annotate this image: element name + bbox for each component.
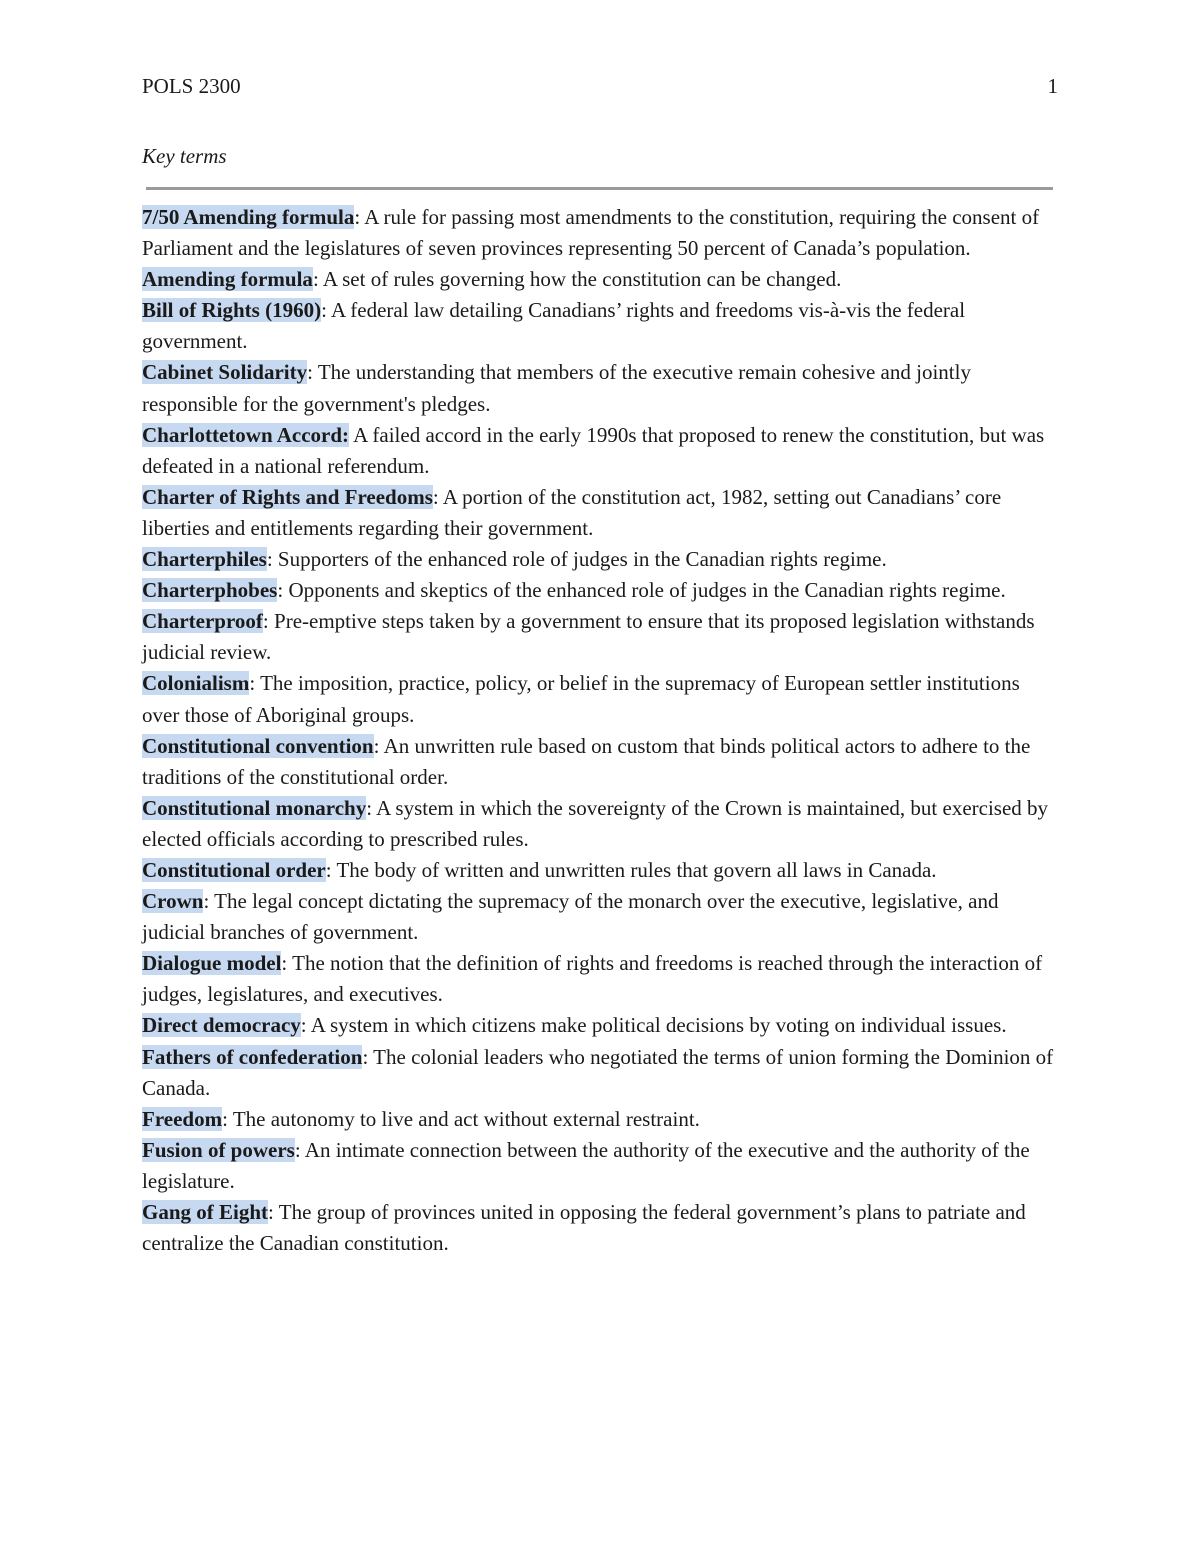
- glossary-term: Fusion of powers: [142, 1137, 295, 1162]
- glossary-term: Charterphiles: [142, 547, 267, 572]
- glossary-definition: An unwritten rule based on custom that binds political actors to adhere to the traditions of the constitutional order.: [142, 733, 1031, 789]
- glossary-term: Dialogue model: [142, 951, 282, 976]
- term-separator: :: [321, 298, 332, 323]
- glossary-definition: An intimate connection between the authority of the executive and the authority of the legislature.: [142, 1137, 1030, 1193]
- glossary-entry: [142, 264, 1054, 295]
- glossary-definition: A failed accord in the early 1990s that proposed to renew the constitution, but was defeated in a national referendum.: [142, 422, 1045, 478]
- glossary-list: [142, 202, 1054, 1259]
- glossary-term: Freedom: [142, 1106, 223, 1131]
- term-separator: :: [281, 951, 293, 976]
- glossary-definition: A system in which the sovereignty of the Crown is maintained, but exercised by elected officials according to prescribed rules.: [142, 795, 1049, 851]
- course-code: POLS 2300: [142, 74, 241, 98]
- glossary-definition: A system in which citizens make political decisions by voting on individual issues.: [310, 1013, 1007, 1038]
- glossary-term: Amending formula: [142, 267, 313, 292]
- glossary-entry: [142, 544, 1054, 575]
- term-separator: :: [222, 1106, 233, 1131]
- glossary-entry: [142, 420, 1054, 482]
- glossary-entry: [142, 1042, 1054, 1104]
- glossary-definition: The legal concept dictating the supremacy of the monarch over the executive, legislative, and judicial branches of government.: [142, 889, 999, 945]
- glossary-definition: A portion of the constitution act, 1982, setting out Canadians’ core liberties and entitlements regarding their government.: [142, 484, 1002, 540]
- term-separator: :: [300, 1013, 311, 1038]
- term-separator: :: [294, 1137, 305, 1162]
- glossary-entry: [142, 886, 1054, 948]
- glossary-entry: [142, 668, 1054, 730]
- glossary-term: Constitutional convention: [142, 733, 374, 758]
- horizontal-divider: [146, 187, 1053, 190]
- glossary-term: Charter of Rights and Freedoms: [142, 484, 433, 509]
- term-separator: :: [432, 484, 443, 509]
- glossary-entry: [142, 1135, 1054, 1197]
- term-separator: :: [268, 1200, 279, 1224]
- glossary-definition: Supporters of the enhanced role of judges in the Canadian rights regime.: [277, 547, 887, 572]
- term-separator: :: [312, 267, 323, 292]
- term-separator: :: [277, 578, 289, 603]
- glossary-term: Charterphobes: [142, 578, 278, 603]
- term-separator: :: [249, 671, 261, 696]
- term-separator: :: [362, 1044, 374, 1069]
- glossary-entry: [142, 1197, 1054, 1259]
- glossary-entry: [142, 202, 1054, 264]
- page-number: 1: [1047, 74, 1058, 98]
- glossary-entry: [142, 575, 1054, 606]
- glossary-definition: A rule for passing most amendments to the constitution, requiring the consent of Parliament and the legislatures of seven provinces representing 50 percent of Canada’s population.: [142, 205, 1040, 261]
- term-separator: :: [325, 857, 337, 882]
- glossary-term: Direct democracy: [142, 1013, 301, 1038]
- glossary-definition: The body of written and unwritten rules that govern all laws in Canada.: [336, 857, 937, 882]
- term-separator: :: [262, 609, 275, 634]
- glossary-entry: [142, 731, 1054, 793]
- glossary-term: Fathers of confederation: [142, 1044, 363, 1069]
- glossary-definition: Pre-emptive steps taken by a government to ensure that its proposed legislation withstands judicial review.: [142, 609, 1035, 665]
- glossary-entry: [142, 606, 1054, 668]
- glossary-definition: The understanding that members of the executive remain cohesive and jointly responsible for the government's pledges.: [142, 360, 971, 416]
- term-separator: :: [373, 733, 384, 758]
- glossary-definition: A set of rules governing how the constitution can be changed.: [322, 267, 842, 292]
- glossary-term: Charterproof: [142, 609, 263, 634]
- glossary-definition: A federal law detailing Canadians’ rights and freedoms vis-à-vis the federal government.: [142, 298, 966, 354]
- term-separator: :: [366, 795, 377, 820]
- glossary-entry: [142, 482, 1054, 544]
- glossary-entry: [142, 793, 1054, 855]
- glossary-term: 7/50 Amending formula: [142, 205, 355, 229]
- glossary-term: Crown: [142, 889, 204, 914]
- glossary-entry: [142, 357, 1054, 419]
- glossary-term: Constitutional monarchy: [142, 795, 367, 820]
- glossary-entry: [142, 1104, 1054, 1135]
- term-separator: :: [203, 889, 215, 914]
- term-separator: :: [266, 547, 278, 572]
- glossary-definition: The autonomy to live and act without external restraint.: [232, 1106, 700, 1131]
- glossary-definition: The colonial leaders who negotiated the terms of union forming the Dominion of Canada.: [142, 1044, 1054, 1100]
- glossary-term: Colonialism: [142, 671, 250, 696]
- glossary-term: Gang of Eight: [142, 1200, 269, 1224]
- glossary-definition: Opponents and skeptics of the enhanced role of judges in the Canadian rights regime.: [288, 578, 1006, 603]
- term-separator: :: [307, 360, 318, 385]
- glossary-definition: The group of provinces united in opposing the federal government’s plans to patriate and centralize the Canadian constitution.: [142, 1200, 1026, 1256]
- glossary-entry: [142, 855, 1054, 886]
- term-separator: :: [354, 205, 365, 229]
- glossary-term: Constitutional order: [142, 857, 326, 882]
- glossary-entry: [142, 295, 1054, 357]
- glossary-entry: [142, 948, 1054, 1010]
- glossary-definition: The imposition, practice, policy, or belief in the supremacy of European settler institutions over those of Aboriginal groups.: [142, 671, 1020, 727]
- section-title: Key terms: [142, 144, 227, 168]
- glossary-term: Charlottetown Accord:: [142, 422, 350, 447]
- glossary-definition: The notion that the definition of rights and freedoms is reached through the interaction of judges, legislatures, and executives.: [142, 951, 1043, 1007]
- glossary-term: Bill of Rights (1960): [142, 298, 322, 323]
- glossary-term: Cabinet Solidarity: [142, 360, 308, 385]
- glossary-entry: [142, 1010, 1054, 1041]
